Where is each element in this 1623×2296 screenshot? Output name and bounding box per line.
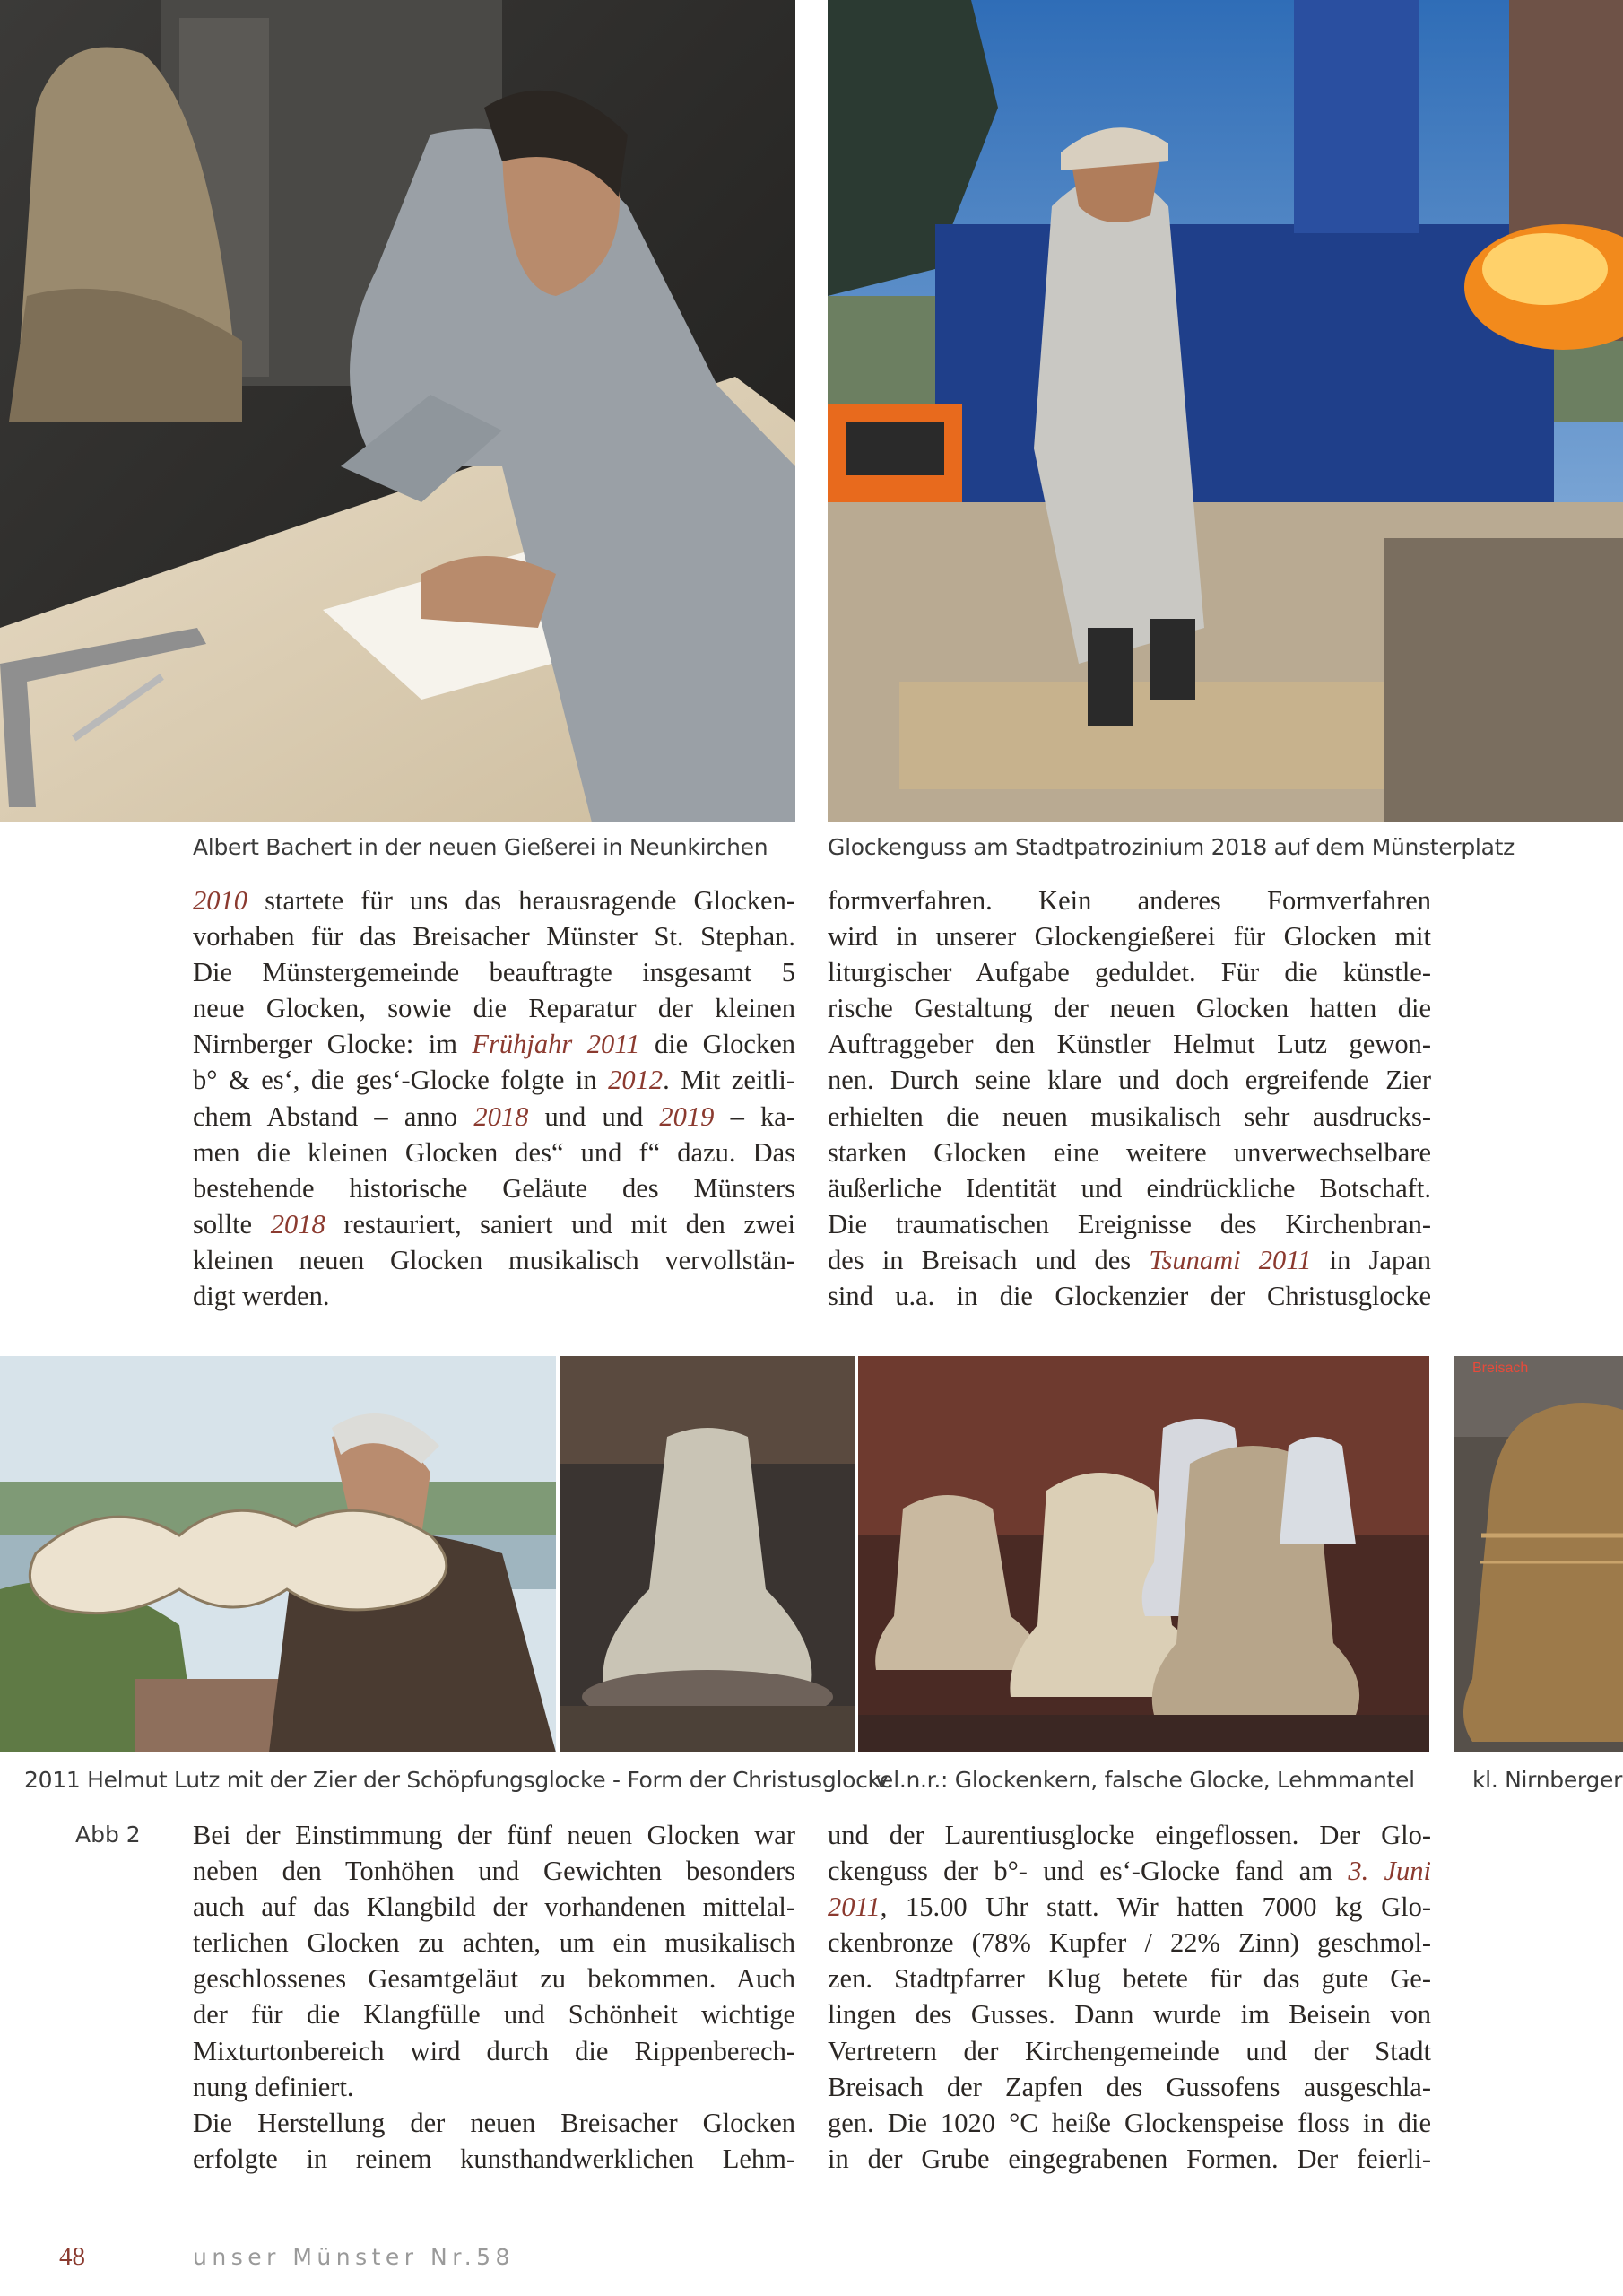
- text-line: [193, 1099, 795, 1135]
- text-segment: erfolgte in reinem kunsthandwerklichen Lehm-: [193, 2143, 795, 2174]
- magazine-footer: unser Münster Nr.58: [193, 2244, 515, 2270]
- photo-bell-molds: [858, 1356, 1429, 1752]
- text-segment: starken Glocken eine weitere unverwechselbare: [828, 1136, 1431, 1168]
- text-line: [828, 1242, 1431, 1278]
- text-line: [828, 2141, 1431, 2177]
- text-segment: – ka-: [714, 1100, 796, 1132]
- photo-caption-lutz: 2011 Helmut Lutz mit der Zier der Schöpfungsglocke - Form der Christusglocke: [24, 1767, 893, 1793]
- text-line: [828, 2105, 1431, 2141]
- text-line: [193, 1206, 795, 1242]
- text-line: [193, 918, 795, 954]
- photo-artist-with-ornament: [0, 1356, 556, 1752]
- photo-caption-casting: Glockenguss am Stadtpatrozinium 2018 auf dem Münsterplatz: [828, 834, 1515, 860]
- photo-caption-workshop: Albert Bachert in der neuen Gießerei in Neunkirchen: [193, 834, 768, 860]
- text-column-top-right: [828, 883, 1431, 1314]
- text-segment: erhielten die neuen musikalisch sehr ausdrucks-: [828, 1100, 1431, 1132]
- highlighted-text: 2018: [473, 1100, 529, 1132]
- text-line: [193, 1278, 795, 1314]
- highlighted-text: 2019: [659, 1100, 715, 1132]
- text-segment: Auftraggeber den Künstler Helmut Lutz gewon-: [828, 1029, 1431, 1060]
- text-segment: und der Laurentiusglocke eingeflossen. Der Glo-: [828, 1820, 1431, 1850]
- text-segment: bestehende historische Geläute des Münsters: [193, 1172, 795, 1204]
- text-line: [828, 2069, 1431, 2105]
- text-segment: Die Münstergemeinde beauftragte insgesamt 5: [193, 957, 795, 988]
- text-segment: startete für uns das herausragende Glocken-: [247, 885, 795, 916]
- highlighted-text: 2012: [608, 1065, 664, 1096]
- text-line: [193, 1817, 795, 1853]
- text-segment: die Glocken: [639, 1029, 795, 1060]
- highlighted-text: 2011: [828, 1892, 881, 1923]
- text-line: [828, 1170, 1431, 1206]
- text-line: [193, 1961, 795, 1996]
- text-line: [828, 1206, 1431, 1242]
- text-line: [193, 954, 795, 990]
- text-line: [828, 990, 1431, 1026]
- text-segment: lingen des Gusses. Dann wurde im Beisein von: [828, 1999, 1431, 2031]
- text-segment: nung definiert.: [193, 2071, 354, 2102]
- text-line: [828, 1026, 1431, 1062]
- text-segment: , 15.00 Uhr statt. Wir hatten 7000 kg Glo-: [880, 1892, 1431, 1923]
- highlighted-text: 2010: [193, 885, 247, 916]
- photo-nirnberger-bell: [1454, 1356, 1623, 1752]
- text-segment: in der Grube eingegrabenen Formen. Der feierli-: [828, 2143, 1431, 2174]
- text-segment: wird in unserer Glockengießerei für Glocken mit: [828, 921, 1431, 952]
- text-segment: rische Gestaltung der neuen Glocken hatten die: [828, 993, 1431, 1024]
- text-line: [828, 954, 1431, 990]
- text-segment: Nirnberger Glocke: im: [193, 1029, 473, 1060]
- text-line: [828, 1135, 1431, 1170]
- text-segment: neue Glocken, sowie die Reparatur der kleinen: [193, 993, 795, 1024]
- text-segment: ckenguss der b°- und es‘-Glocke fand am: [828, 1856, 1349, 1887]
- text-line: [193, 2033, 795, 2069]
- text-line: [828, 1996, 1431, 2032]
- text-line: [193, 990, 795, 1026]
- text-line: [193, 1889, 795, 1925]
- highlighted-text: 3. Juni: [1348, 1856, 1431, 1887]
- text-line: [193, 1853, 795, 1889]
- text-line: [193, 2141, 795, 2177]
- text-segment: in Japan: [1311, 1244, 1431, 1275]
- text-segment: sind u.a. in die Glockenzier der Christusglocke: [828, 1281, 1431, 1312]
- text-column-bottom-left: [193, 1817, 795, 2177]
- text-line: [193, 1062, 795, 1098]
- text-segment: des in Breisach und des: [828, 1244, 1150, 1275]
- text-segment: geschlossenes Gesamtgeläut zu bekommen. Auch: [193, 1963, 795, 1995]
- text-segment: formverfahren. Kein anderes Formverfahren: [828, 885, 1431, 916]
- text-segment: neben den Tonhöhen und Gewichten besonders: [193, 1856, 795, 1887]
- text-line: [828, 918, 1431, 954]
- text-segment: ckenbronze (78% Kupfer / 22% Zinn) geschmol-: [828, 1927, 1431, 1959]
- figure-label: Abb 2: [75, 1822, 141, 1848]
- text-line: [828, 1925, 1431, 1961]
- text-line: [193, 1026, 795, 1062]
- photo-workshop: [0, 0, 795, 822]
- text-segment: Vertretern der Kirchengemeinde und der Stadt: [828, 2035, 1431, 2066]
- text-line: [828, 1889, 1431, 1925]
- text-line: [828, 1099, 1431, 1135]
- highlighted-text: 2018: [270, 1208, 325, 1239]
- text-segment: Mixturtonbereich wird durch die Rippenberech-: [193, 2035, 795, 2066]
- text-line: [193, 883, 795, 918]
- text-line: [193, 2105, 795, 2141]
- text-line: [828, 2033, 1431, 2069]
- text-line: [193, 1170, 795, 1206]
- breisach-sign-text: Breisach: [1472, 1361, 1529, 1376]
- text-segment: Breisach der Zapfen des Gussofens ausgeschla-: [828, 2071, 1431, 2102]
- text-segment: gen. Die 1020 °C heiße Glockenspeise floss in die: [828, 2107, 1431, 2138]
- photo-bell-core: [560, 1356, 855, 1752]
- text-segment: vorhaben für das Breisacher Münster St. Stephan.: [193, 921, 795, 952]
- text-line: [193, 1135, 795, 1170]
- photo-caption-nirnberger: kl. Nirnberger: [1472, 1767, 1623, 1793]
- text-column-bottom-right: [828, 1817, 1431, 2177]
- text-line: [193, 1996, 795, 2032]
- text-column-top-left: [193, 883, 795, 1314]
- text-segment: chem Abstand – anno: [193, 1100, 474, 1132]
- text-segment: Die traumatischen Ereignisse des Kirchenbran-: [828, 1208, 1431, 1239]
- text-segment: men die kleinen Glocken des“ und f“ dazu. Das: [193, 1136, 795, 1168]
- text-line: [193, 1242, 795, 1278]
- text-segment: digt werden.: [193, 1281, 330, 1312]
- text-segment: der für die Klangfülle und Schönheit wichtige: [193, 1999, 795, 2031]
- text-segment: nen. Durch seine klare und doch ergreifende Zier: [828, 1065, 1431, 1096]
- text-segment: Bei der Einstimmung der fünf neuen Glocken war: [193, 1820, 795, 1850]
- photo-caption-molds: v.l.n.r.: Glockenkern, falsche Glocke, Lehmmantel: [875, 1767, 1415, 1793]
- text-line: [828, 1853, 1431, 1889]
- highlighted-text: Frühjahr 2011: [472, 1029, 640, 1060]
- text-segment: . Mit zeitli-: [663, 1065, 795, 1096]
- text-line: [828, 1062, 1431, 1098]
- text-line: [828, 883, 1431, 918]
- text-line: [193, 1925, 795, 1961]
- text-line: [193, 2069, 795, 2105]
- text-segment: liturgischer Aufgabe geduldet. Für die künstle-: [828, 957, 1431, 988]
- text-segment: äußerliche Identität und eindrückliche Botschaft.: [828, 1172, 1431, 1204]
- text-segment: terlichen Glocken zu achten, um ein musikalisch: [193, 1927, 795, 1959]
- text-line: [828, 1817, 1431, 1853]
- highlighted-text: Tsunami 2011: [1149, 1244, 1312, 1275]
- text-segment: b° & es‘, die ges‘-Glocke folgte in: [193, 1065, 609, 1096]
- text-line: [828, 1278, 1431, 1314]
- text-line: [828, 1961, 1431, 1996]
- text-segment: restauriert, saniert und mit den zwei: [325, 1208, 795, 1239]
- text-segment: auch auf das Klangbild der vorhandenen mittelal-: [193, 1892, 795, 1923]
- text-segment: sollte: [193, 1208, 271, 1239]
- text-segment: kleinen neuen Glocken musikalisch vervollstän-: [193, 1244, 795, 1275]
- page-number: 48: [59, 2242, 85, 2271]
- photo-bell-casting: [828, 0, 1623, 822]
- text-segment: zen. Stadtpfarrer Klug betete für das gute Ge-: [828, 1963, 1431, 1995]
- text-segment: Die Herstellung der neuen Breisacher Glocken: [193, 2107, 795, 2138]
- text-segment: und und: [528, 1100, 660, 1132]
